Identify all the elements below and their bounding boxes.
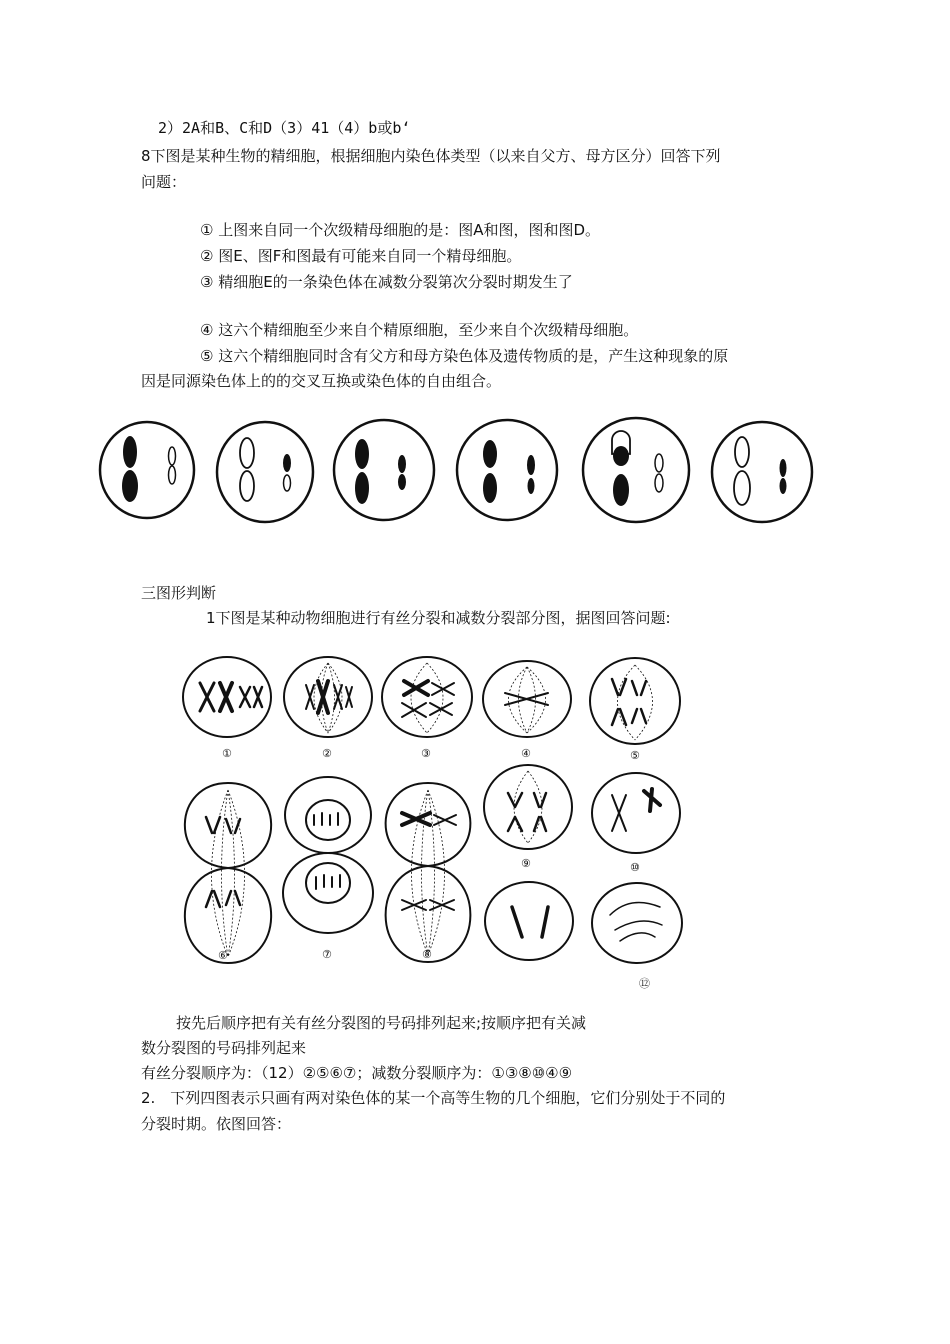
fig-label-4: ④ — [521, 747, 531, 760]
answer-line: 2）2A和B、C和D（3）41（4）b或b‘ — [158, 119, 411, 137]
fig-label-10: ⑩ — [630, 861, 640, 874]
fig-label-5: ⑤ — [630, 749, 640, 762]
subquestion-3: ③ 精细胞E的一条染色体在减数分裂第次分裂时期发生了 — [200, 273, 573, 291]
subquestion-5: ⑤ 这六个精细胞同时含有父方和母方染色体及遗传物质的是，产生这种现象的原 — [200, 347, 729, 365]
subquestion-5-cont: 因是同源染色体上的的交叉互换或染色体的自由组合。 — [141, 372, 502, 390]
instruction-text-cont: 数分裂图的号码排列起来 — [141, 1039, 307, 1057]
question-8-text-cont: 问题： — [141, 173, 187, 191]
fig-label-6: ⑥ — [218, 949, 228, 962]
subquestion-4: ④ 这六个精细胞至少来自个精原细胞，至少来自个次级精母细胞。 — [200, 321, 639, 339]
subquestion-2: ② 图E、图F和图最有可能来自同一个精母细胞。 — [200, 247, 522, 265]
cell-division-figure — [0, 645, 950, 995]
subquestion-1: ① 上图来自同一个次级精母细胞的是：图A和图，图和图D。 — [200, 221, 601, 239]
sperm-cells-figure — [0, 408, 950, 548]
division-order-answer: 有丝分裂顺序为：（12）②⑤⑥⑦；减数分裂顺序为：①③⑧⑩④⑨ — [141, 1064, 573, 1082]
question-8-text: 8下图是某种生物的精细胞，根据细胞内染色体类型（以来自父方、母方区分）回答下列 — [141, 147, 721, 165]
question-2-text-cont: 分裂时期。依图回答： — [141, 1115, 292, 1133]
fig-label-3: ③ — [421, 747, 431, 760]
section-title: 三图形判断 — [141, 584, 217, 602]
question-2-text: 2. 下列四图表示只画有两对染色体的某一个高等生物的几个细胞，它们分别处于不同的 — [141, 1089, 726, 1107]
instruction-text: 按先后顺序把有关有丝分裂图的号码排列起来;按顺序把有关减 — [176, 1014, 587, 1032]
fig-label-7: ⑦ — [322, 948, 332, 961]
fig-label-9: ⑨ — [521, 857, 531, 870]
fig-label-12: ⑫ — [639, 977, 650, 990]
figure-question-1: 1下图是某种动物细胞进行有丝分裂和减数分裂部分图，据图回答问题: — [206, 609, 671, 627]
fig-label-1: ① — [222, 747, 232, 760]
fig-label-2: ② — [322, 747, 332, 760]
fig-label-8: ⑧ — [422, 948, 432, 961]
